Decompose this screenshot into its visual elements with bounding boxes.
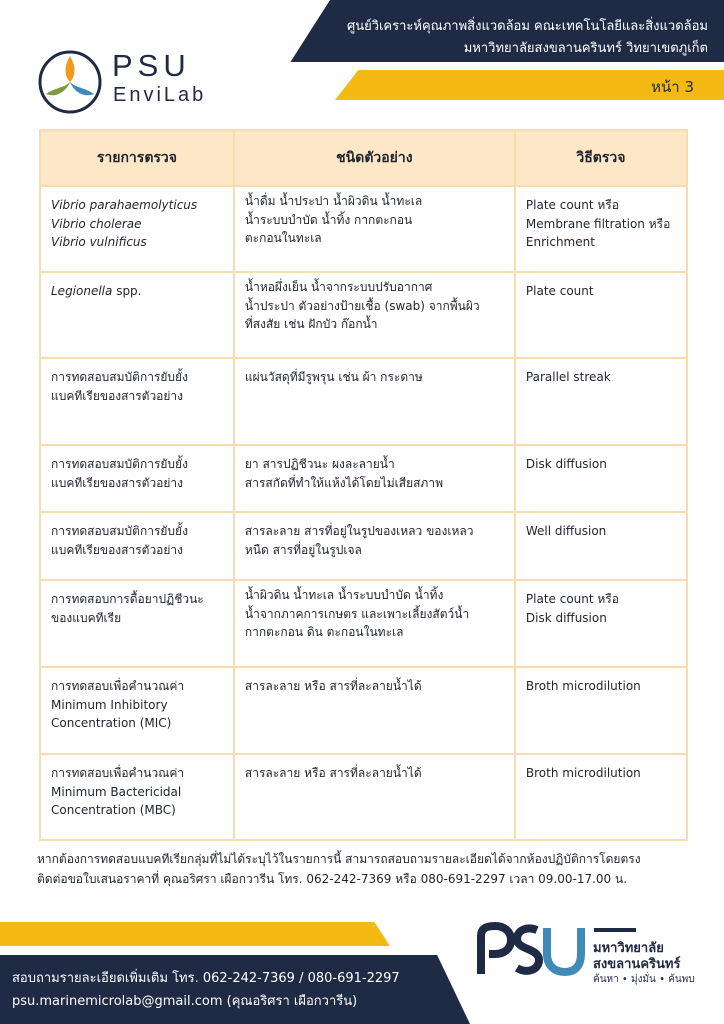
test-line: Minimum Inhibitory: [51, 697, 168, 712]
method-line: Disk diffusion: [525, 610, 607, 625]
logo-psu-text: PSU: [112, 48, 191, 83]
university-slogan: ค้นหา • มุ่งมั่น • ค้นพบ: [593, 974, 695, 985]
university-name-line2: สงขลานครินทร์: [593, 957, 681, 972]
test-cell: [40, 512, 234, 580]
sample-line: สารละลาย สารที่อยู่ในรูปของเหลว ของเหลว: [244, 524, 474, 538]
table-row: [40, 272, 687, 358]
test-table: [39, 129, 688, 841]
page-number: หน้า 3: [651, 78, 694, 96]
sample-line: ยา สารปฏิชีวนะ ผงละลายน้ำ: [244, 457, 395, 471]
table-row: [40, 754, 687, 840]
note-line: ติดต่อขอใบเสนอราคาที่ คุณอริศรา เผือกวารีน โทร. 062-242-7369 หรือ 080-691-2297 เวลา 09.00-17.00 น.: [37, 872, 628, 886]
method-line: Plate count หรือ: [525, 198, 619, 212]
header-institution-line2: มหาวิทยาลัยสงขลานครินทร์ วิทยาเขตภูเก็ต: [463, 41, 708, 56]
header-institution-line1: ศูนย์วิเคราะห์คุณภาพสิ่งแวดล้อม คณะเทคโนโลยีและสิ่งแวดล้อม: [346, 19, 708, 34]
test-cell: [40, 358, 234, 445]
column-header-method: วิธีตรวจ: [515, 130, 687, 186]
sample-line: ตะกอนในทะเล: [244, 231, 322, 245]
test-line: แบคทีเรียของสารตัวอย่าง: [51, 475, 184, 490]
test-line: แบคทีเรียของสารตัวอย่าง: [51, 542, 184, 557]
method-cell: [515, 358, 687, 445]
test-line: Concentration (MBC): [51, 803, 176, 817]
table-row: [40, 358, 687, 445]
test-line: การทดสอบสมบัติการยับยั้ง: [51, 524, 188, 538]
method-cell: [515, 667, 687, 754]
sample-cell: [234, 272, 515, 358]
test-line: การทดสอบสมบัติการยับยั้ง: [51, 370, 188, 384]
sample-line: สารสกัดที่ทำให้แห้งได้โดยไม่เสียสภาพ: [244, 475, 443, 490]
footer-email[interactable]: psu.marinemicrolab@gmail.com (คุณอริศรา เผือกวารีน): [12, 994, 358, 1009]
method-cell: [515, 186, 687, 272]
method-line: Parallel streak: [525, 370, 611, 384]
note-line: หากต้องการทดสอบแบคทีเรียกลุ่มที่ไม่ได้ระบุไว้ในรายการนี้ สามารถสอบถามรายละเอียดได้จากห้องปฏิบัติการโดยตรง: [37, 852, 641, 866]
test-line: Vibrio vulnificus: [51, 235, 147, 249]
test-line: แบคทีเรียของสารตัวอย่าง: [51, 388, 184, 403]
logo-envilab-text: EnviLab: [113, 84, 207, 106]
sample-line: กากตะกอน ดิน ตะกอนในทะเล: [244, 625, 404, 639]
sample-cell: [234, 754, 515, 840]
table-row: [40, 186, 687, 272]
sample-line: น้ำผิวดิน น้ำทะเล น้ำระบบบำบัด น้ำทิ้ง: [244, 588, 444, 602]
table-header-row: [40, 130, 687, 186]
university-name-line1: มหาวิทยาลัย: [593, 941, 664, 956]
test-species: spp.: [112, 284, 142, 298]
method-cell: [515, 445, 687, 512]
method-line: Broth microdilution: [525, 679, 641, 693]
method-line: Plate count หรือ: [525, 592, 619, 606]
table-row: [40, 512, 687, 580]
sample-line: น้ำดื่ม น้ำประปา น้ำผิวดิน น้ำทะเล: [244, 194, 423, 208]
test-line: การทดสอบสมบัติการยับยั้ง: [51, 457, 188, 471]
sample-line: ที่สงสัย เช่น ฝักบัว ก๊อกน้ำ: [244, 317, 378, 331]
test-line: การทดสอบเพื่อคำนวณค่า: [51, 766, 185, 780]
sample-line: น้ำหอผึ่งเย็น น้ำจากระบบปรับอากาศ: [244, 280, 433, 294]
sample-cell: [234, 445, 515, 512]
sample-line: แผ่นวัสดุที่มีรูพรุน เช่น ผ้า กระดาษ: [244, 370, 423, 384]
sample-line: น้ำระบบบำบัด น้ำทิ้ง กากตะกอน: [244, 212, 413, 227]
column-header-test: รายการตรวจ: [40, 130, 234, 186]
method-line: Enrichment: [525, 235, 595, 249]
psu-logo-icon: [477, 922, 587, 978]
table-row: [40, 445, 687, 512]
method-line: Plate count: [525, 284, 594, 298]
sample-cell: [234, 512, 515, 580]
test-genus: Legionella: [51, 284, 113, 298]
contact-note: [37, 849, 697, 889]
test-cell: [40, 186, 234, 272]
method-cell: [515, 272, 687, 358]
sample-line: น้ำประปา ตัวอย่างป้ายเชื้อ (swab) จากพื้นผิว: [244, 298, 480, 313]
footer-phone: สอบถามรายละเอียดเพิ่มเติม โทร. 062-242-7369 / 080-691-2297: [12, 971, 400, 986]
table-row: [40, 667, 687, 754]
table-row: [40, 580, 687, 667]
test-line: Minimum Bactericidal: [51, 784, 182, 799]
method-cell: [515, 512, 687, 580]
method-line: Disk diffusion: [525, 457, 607, 471]
test-cell: [40, 445, 234, 512]
column-header-sample: ชนิดตัวอย่าง: [234, 130, 515, 186]
sample-line: น้ำจากภาคการเกษตร และเพาะเลี้ยงสัตว์น้ำ: [244, 606, 470, 621]
method-line: Broth microdilution: [525, 766, 641, 780]
sample-cell: [234, 667, 515, 754]
sample-cell: [234, 580, 515, 667]
sample-line: สารละลาย หรือ สารที่ละลายน้ำได้: [244, 679, 422, 693]
sample-line: หนืด สารที่อยู่ในรูปเจล: [244, 542, 362, 557]
method-line: Well diffusion: [525, 524, 607, 538]
sample-cell: [234, 358, 515, 445]
footer-yellow-band: [0, 922, 390, 946]
test-line: การทดสอบเพื่อคำนวณค่า: [51, 679, 185, 693]
test-cell: [40, 754, 234, 840]
method-cell: [515, 754, 687, 840]
method-line: Membrane filtration หรือ: [525, 216, 671, 231]
test-line: การทดสอบการดื้อยาปฏิชีวนะ: [51, 592, 204, 606]
sample-cell: [234, 186, 515, 272]
test-line: Vibrio parahaemolyticus: [51, 198, 198, 212]
test-line: Concentration (MIC): [51, 716, 172, 730]
test-line: ของแบคทีเรีย: [51, 610, 122, 625]
test-cell: [40, 272, 234, 358]
test-cell: [40, 580, 234, 667]
sample-line: สารละลาย หรือ สารที่ละลายน้ำได้: [244, 766, 422, 780]
test-cell: [40, 667, 234, 754]
footer-logo-bar: [594, 928, 636, 932]
method-cell: [515, 580, 687, 667]
test-line: Vibrio cholerae: [51, 216, 142, 231]
